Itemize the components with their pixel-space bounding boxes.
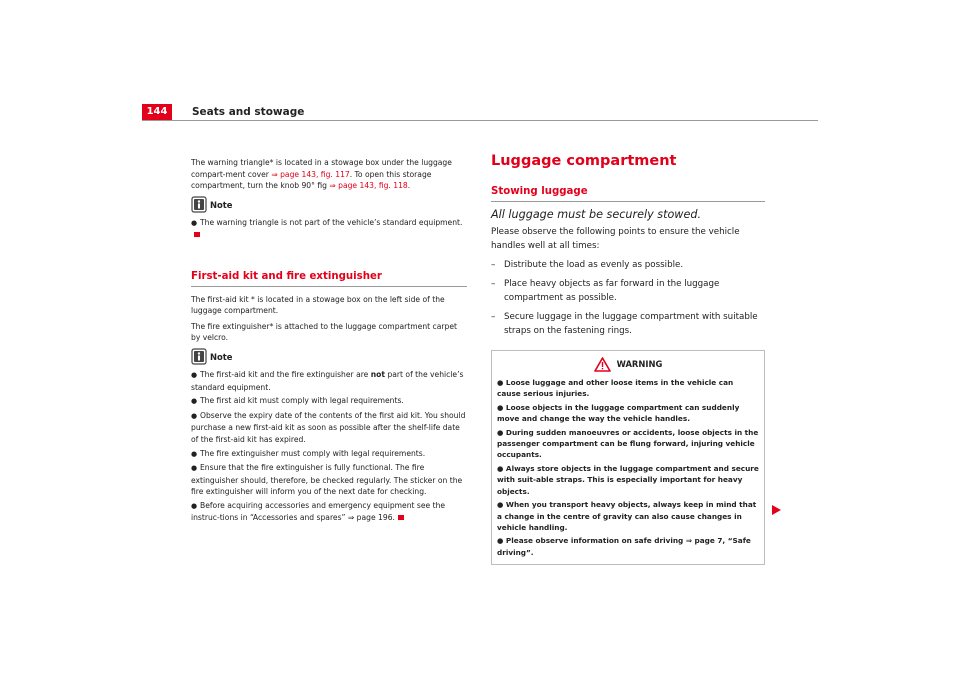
- bullet-icon: ●: [497, 500, 506, 510]
- page-number: 144: [142, 104, 172, 120]
- bullet-icon: ●: [497, 463, 506, 473]
- section-title: Stowing luggage: [491, 186, 765, 202]
- link-fig-117[interactable]: ⇒ page 143, fig. 117: [271, 169, 350, 179]
- note-heading: [191, 196, 467, 213]
- dash-list-item: – Secure luggage in the luggage compartment with suitable straps on the fastening rings.: [491, 312, 758, 336]
- continue-arrow-icon: [772, 505, 781, 515]
- bullet-icon: ●: [191, 411, 198, 420]
- bullet-icon: ●: [191, 397, 198, 406]
- bullet-icon: ●: [497, 536, 506, 546]
- intro-paragraph: Please observe the following points to ensure the vehicle handles well at all times:: [491, 227, 740, 251]
- main-heading: Luggage compartment: [491, 153, 677, 169]
- end-of-section-icon: [398, 515, 404, 520]
- dash-list-item: – Distribute the load as evenly as possible.: [491, 260, 684, 270]
- bullet-icon: ●: [191, 218, 198, 227]
- bullet-icon: ●: [191, 370, 198, 379]
- bullet-icon: ●: [191, 464, 198, 473]
- warning-item: ● During sudden manoeuvres or accidents, loose objects in the passenger compartment can be flung forward, injuring vehicle occupants.: [497, 427, 759, 460]
- section-subtitle: All luggage must be securely stowed.: [491, 207, 701, 221]
- warning-item: ● Loose objects in the luggage compartment can suddenly move and change the way the vehicle handles.: [497, 402, 740, 424]
- warning-box: [491, 350, 765, 565]
- bullet-icon: ●: [191, 501, 198, 510]
- warning-item: ● When you transport heavy objects, always keep in mind that a change in the centre of gravity can also cause changes in vehicle handling.: [497, 500, 757, 532]
- right-column: [491, 186, 765, 565]
- end-of-section-icon: [194, 232, 200, 237]
- warning-item: ● Always store objects in the luggage compartment and secure with suit-able straps. This is especially important for heavy objects.: [497, 463, 759, 496]
- chapter-title: Seats and stowage: [192, 106, 305, 118]
- bullet-icon: ●: [497, 402, 506, 412]
- note-bullet: ● Before acquiring accessories and emergency equipment see the instruc-tions in “Accessories and spares” ⇒ page 196.: [191, 500, 446, 523]
- note-bullet: ● The warning triangle is not part of the vehicle’s standard equipment.: [191, 217, 467, 241]
- warning-heading: [497, 357, 759, 372]
- bullet-icon: ●: [497, 427, 506, 437]
- note-bullet: ● The first-aid kit and the fire extinguisher are not part of the vehicle’s standard equipment.: [191, 369, 464, 392]
- warning-item: ● Loose luggage and other loose items in the vehicle can cause serious injuries.: [497, 378, 734, 399]
- dash-list-item: – Place heavy objects as far forward in the luggage compartment as possible.: [491, 279, 720, 303]
- note-icon: [191, 348, 207, 365]
- warning-item: ● Please observe information on safe driving ⇒ page 7, “Safe driving”.: [497, 536, 751, 557]
- fire-extinguisher-paragraph: The fire extinguisher* is attached to the luggage compartment carpet by velcro.: [191, 321, 457, 343]
- note-bullet: ● Ensure that the fire extinguisher is fully functional. The fire extinguisher should, therefore, be checked regularly. The sticker on the fire extinguisher will inform you of the next date for checking.: [191, 463, 463, 497]
- note-bullet: ● The fire extinguisher must comply with legal requirements.: [191, 448, 467, 461]
- header-rule: [142, 120, 818, 121]
- note-label: Note: [210, 352, 233, 363]
- note-heading: [191, 348, 467, 365]
- note-bullet: ● The first aid kit must comply with legal requirements.: [191, 395, 467, 408]
- bullet-icon: ●: [191, 449, 198, 458]
- section-title: First-aid kit and fire extinguisher: [191, 271, 467, 287]
- note-bullet: ● Observe the expiry date of the contents of the first aid kit. You should purchase a new first-aid kit as soon as possible after the shelf-life date of the first-aid kit has expired.: [191, 410, 466, 444]
- link-fig-118[interactable]: ⇒ page 143, fig. 118: [329, 181, 408, 191]
- first-aid-paragraph: The first-aid kit * is located in a stowage box on the left side of the luggage compartment.: [191, 294, 445, 316]
- note-label: Note: [210, 200, 233, 211]
- note-icon: [191, 196, 207, 213]
- warning-triangle-paragraph: The warning triangle* is located in a stowage box under the luggage compart-ment cover ⇒ page 143, fig. 117. To open this storage compartment, turn the knob 90° fig ⇒ page 143, fig. 118.: [191, 158, 452, 191]
- bullet-icon: ●: [497, 378, 506, 388]
- warning-triangle-icon: [594, 357, 611, 372]
- left-column: [191, 157, 467, 526]
- warning-label: WARNING: [616, 358, 663, 369]
